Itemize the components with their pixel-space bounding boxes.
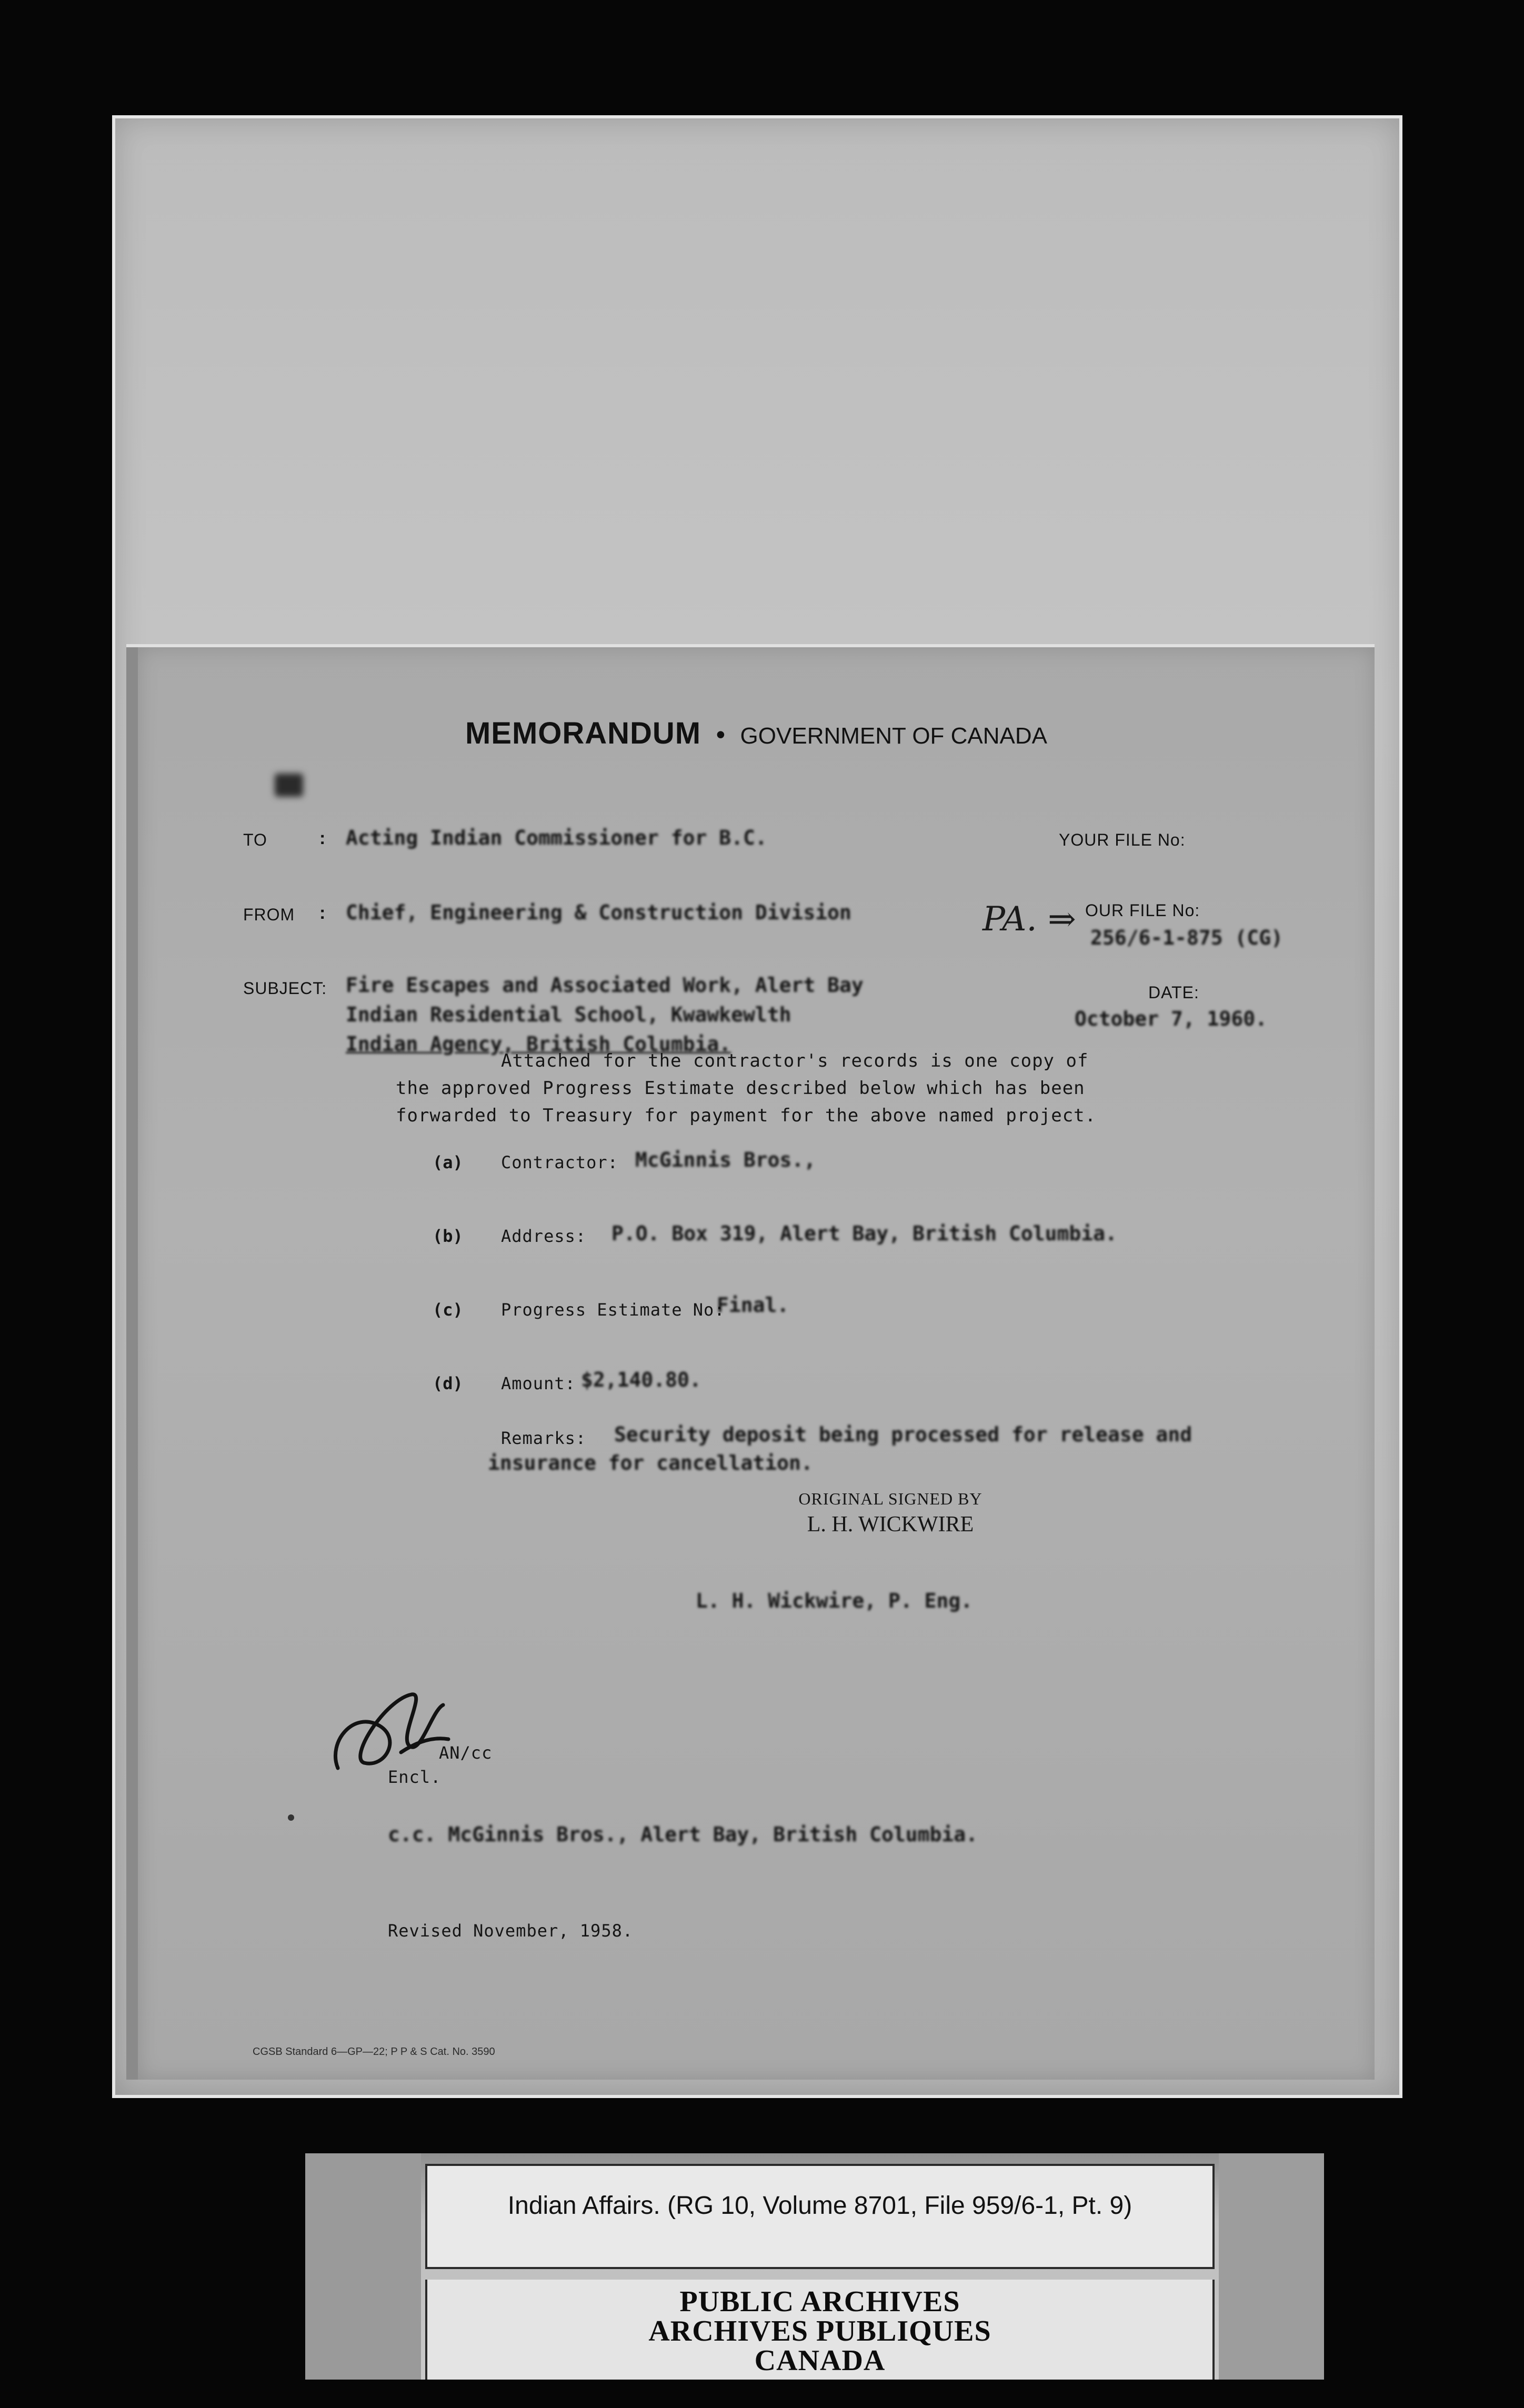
carbon-copy-line: c.c. McGinnis Bros., Alert Bay, British Columbia. xyxy=(388,1823,978,1846)
body-line-3: forwarded to Treasury for payment for the above named project. xyxy=(396,1105,1097,1126)
item-letter-b: (b) xyxy=(433,1226,463,1246)
public-archives-line: PUBLIC ARCHIVES xyxy=(679,2285,960,2318)
item-letter-c: (c) xyxy=(433,1300,463,1320)
signer-stamp-name: L. H. WICKWIRE xyxy=(807,1512,974,1537)
archive-reference-box xyxy=(425,2164,1215,2269)
date-label: DATE: xyxy=(1148,983,1199,1002)
canada-line: CANADA xyxy=(754,2344,886,2377)
item-label-amount: Amount: xyxy=(501,1373,576,1393)
heading-org: GOVERNMENT OF CANADA xyxy=(740,723,1048,749)
item-value-amount: $2,140.80. xyxy=(581,1368,701,1391)
item-value-progress-estimate: Final. xyxy=(717,1293,789,1317)
strip-right-edge xyxy=(1219,2153,1324,2380)
heading-bullet: • xyxy=(716,720,726,749)
item-label-address: Address: xyxy=(501,1226,587,1246)
from-colon: : xyxy=(319,903,326,923)
our-file-label: OUR FILE No: xyxy=(1085,901,1200,920)
punch-hole xyxy=(288,1814,294,1821)
to-value: Acting Indian Commissioner for B.C. xyxy=(346,826,767,849)
item-label-progress-estimate: Progress Estimate No: xyxy=(501,1300,725,1320)
enclosure-note: Encl. xyxy=(388,1767,442,1787)
public-archives-stamp xyxy=(425,2280,1215,2380)
date-value: October 7, 1960. xyxy=(1075,1007,1268,1030)
signer-typed-name: L. H. Wickwire, P. Eng. xyxy=(696,1589,973,1612)
your-file-label: YOUR FILE No: xyxy=(1059,830,1186,849)
remarks-line-1: Security deposit being processed for release and xyxy=(614,1423,1192,1446)
redaction-mark xyxy=(275,774,303,797)
subject-line-2: Indian Residential School, Kwawkewlth xyxy=(346,1003,791,1026)
revised-date: Revised November, 1958. xyxy=(388,1921,634,1941)
memo-title: MEMORANDUM xyxy=(465,716,701,750)
item-letter-a: (a) xyxy=(433,1152,463,1172)
our-file-handwritten-note: PA. ⇒ xyxy=(982,900,1076,939)
item-value-contractor: McGinnis Bros., xyxy=(635,1148,816,1171)
subject-label: SUBJECT: xyxy=(243,979,327,998)
remarks-label: Remarks: xyxy=(501,1428,587,1448)
archive-label-strip xyxy=(305,2153,1324,2380)
strip-left-edge xyxy=(305,2153,421,2380)
to-label: TO xyxy=(243,830,267,849)
subject-line-3: Indian Agency, British Columbia. xyxy=(346,1032,731,1056)
our-file-value: 256/6-1-875 (CG) xyxy=(1090,926,1284,949)
memo-heading xyxy=(138,716,1375,751)
item-label-contractor: Contractor: xyxy=(501,1152,618,1172)
memorandum-sheet xyxy=(126,647,1375,2080)
body-line-1: Attached for the contractor's records is one copy of xyxy=(501,1050,1089,1071)
signature-stamp xyxy=(754,1489,1027,1537)
archives-publiques-line: ARCHIVES PUBLIQUES xyxy=(648,2315,991,2347)
body-line-2: the approved Progress Estimate described below which has been xyxy=(396,1078,1085,1099)
to-colon: : xyxy=(319,828,326,848)
subject-line-1: Fire Escapes and Associated Work, Alert Bay xyxy=(346,974,864,997)
form-number: CGSB Standard 6—GP—22; P P & S Cat. No. 3590 xyxy=(253,2046,495,2058)
memo-body xyxy=(396,1047,1343,1129)
item-value-address: P.O. Box 319, Alert Bay, British Columbia. xyxy=(611,1222,1117,1245)
item-letter-d: (d) xyxy=(433,1373,463,1393)
original-signed-label: ORIGINAL SIGNED BY xyxy=(798,1489,982,1508)
from-label: FROM xyxy=(243,905,295,924)
typist-initials: AN/cc xyxy=(439,1743,493,1763)
remarks-line-2: insurance for cancellation. xyxy=(488,1451,813,1474)
from-value: Chief, Engineering & Construction Division xyxy=(346,901,851,924)
archive-reference: Indian Affairs. (RG 10, Volume 8701, File 959/6-1, Pt. 9) xyxy=(507,2192,1132,2220)
